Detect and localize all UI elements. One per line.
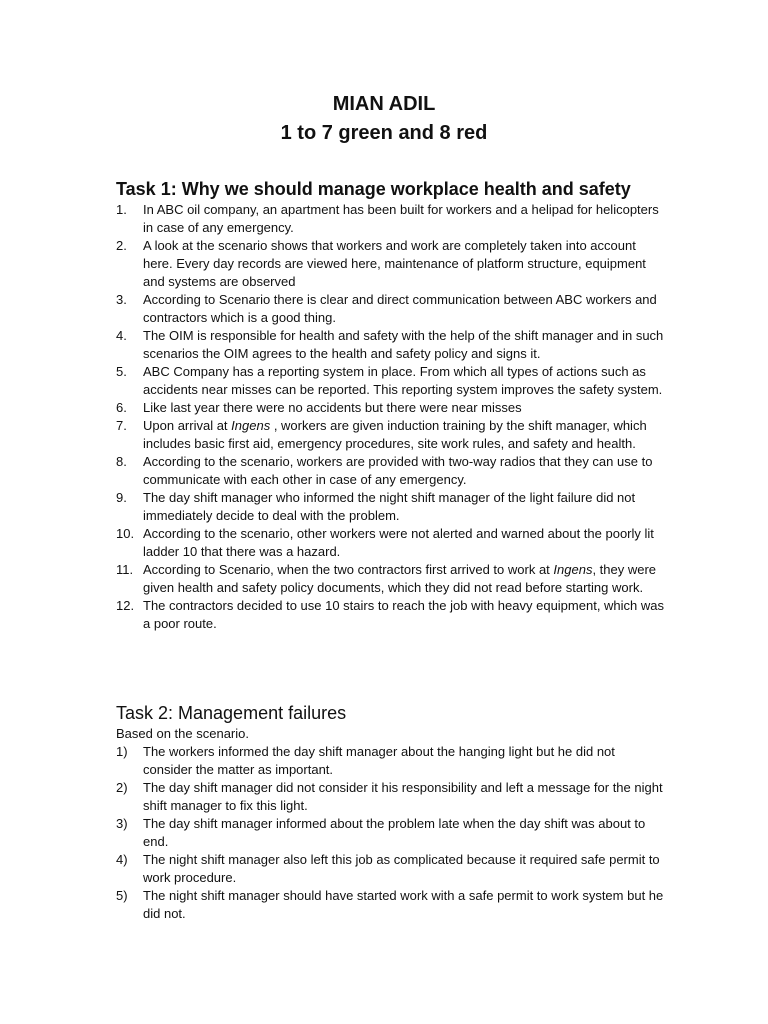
list-item-text: The day shift manager did not consider it his responsibility and left a message for the night shift manager to fix this light. bbox=[143, 780, 663, 813]
list-item-number: 5. bbox=[116, 364, 127, 379]
list-item-number: 11. bbox=[116, 562, 134, 577]
list-item-text-start: According to Scenario, when the two contractors first arrived to work at bbox=[143, 562, 554, 577]
list-item-number: 12. bbox=[116, 598, 135, 613]
task2-list bbox=[116, 743, 666, 923]
list-item bbox=[116, 399, 666, 417]
list-item bbox=[116, 237, 666, 291]
list-item bbox=[116, 815, 666, 851]
list-item bbox=[116, 453, 666, 489]
list-item-text: In ABC oil company, an apartment has been built for workers and a helipad for helicopters in case of any emergency. bbox=[143, 202, 659, 235]
list-item-number: 2) bbox=[116, 780, 128, 795]
list-item-text-end: , they were given health and safety policy documents, which they did not read before starting work. bbox=[143, 562, 657, 595]
list-item-number: 4. bbox=[116, 328, 127, 343]
list-item-text-end: , workers are given induction training by the shift manager, which includes basic first aid, emergency procedures, site work rules, and safety and health. bbox=[143, 418, 647, 451]
list-item-text: According to the scenario, workers are provided with two-way radios that they can use to communicate with each other in case of any emergency. bbox=[143, 454, 653, 487]
list-item-number: 4) bbox=[116, 852, 128, 867]
list-item bbox=[116, 327, 666, 363]
location-name: Ingens bbox=[553, 562, 593, 577]
list-item bbox=[116, 525, 666, 561]
list-item bbox=[116, 887, 666, 923]
document-subtitle: 1 to 7 green and 8 red bbox=[280, 122, 488, 144]
list-item-number: 1. bbox=[116, 202, 127, 217]
list-item bbox=[116, 851, 666, 887]
list-item bbox=[116, 291, 666, 327]
list-item-text-start: Upon arrival at bbox=[143, 418, 232, 433]
list-item-number: 2. bbox=[116, 238, 127, 253]
list-item-text: The night shift manager also left this job as complicated because it required safe permit to work procedure. bbox=[143, 852, 660, 885]
list-item-number: 3) bbox=[116, 816, 128, 831]
list-item-number: 8. bbox=[116, 454, 127, 469]
list-item bbox=[116, 201, 666, 237]
list-item-text: The day shift manager informed about the problem late when the day shift was about to end. bbox=[143, 816, 646, 849]
list-item-text: The night shift manager should have started work with a safe permit to work system but he did not. bbox=[143, 888, 664, 921]
list-item-text: The workers informed the day shift manager about the hanging light but he did not consider the matter as important. bbox=[143, 744, 615, 777]
list-item bbox=[116, 561, 666, 597]
list-item bbox=[116, 743, 666, 779]
list-item-number: 5) bbox=[116, 888, 128, 903]
list-item-number: 1) bbox=[116, 744, 128, 759]
list-item-text: The day shift manager who informed the night shift manager of the light failure did not immediately decide to deal with the problem. bbox=[143, 490, 636, 523]
location-name: Ingens bbox=[231, 418, 271, 433]
task2-intro: Based on the scenario. bbox=[116, 726, 249, 741]
list-item-number: 7. bbox=[116, 418, 127, 433]
list-item-text: Like last year there were no accidents but there were near misses bbox=[143, 400, 522, 415]
list-item bbox=[116, 489, 666, 525]
author-name: MIAN ADIL bbox=[332, 93, 436, 115]
list-item-text: The OIM is responsible for health and safety with the help of the shift manager and in such scenarios the OIM agrees to the health and safety policy and signs it. bbox=[143, 328, 664, 361]
list-item bbox=[116, 363, 666, 399]
list-item-text: According to the scenario, other workers were not alerted and warned about the poorly lit ladder 10 that there was a hazard. bbox=[143, 526, 654, 559]
list-item-number: 6. bbox=[116, 400, 127, 415]
list-item-text: A look at the scenario shows that workers and work are completely taken into account here. Every day records are viewed here, maintenance of platform structure, equipment and systems are observed bbox=[143, 238, 646, 289]
task1-heading: Task 1: Why we should manage workplace health and safety bbox=[116, 179, 631, 199]
list-item-number: 9. bbox=[116, 490, 127, 505]
list-item bbox=[116, 597, 666, 633]
list-item-text: The contractors decided to use 10 stairs to reach the job with heavy equipment, which was a poor route. bbox=[143, 598, 665, 631]
list-item bbox=[116, 779, 666, 815]
list-item-text: ABC Company has a reporting system in place. From which all types of actions such as accidents near misses can be reported. This reporting system improves the safety system. bbox=[143, 364, 663, 397]
list-item-text: According to Scenario there is clear and direct communication between ABC workers and contractors which is a good thing. bbox=[143, 292, 657, 325]
list-item-number: 3. bbox=[116, 292, 127, 307]
list-item bbox=[116, 417, 666, 453]
task1-list bbox=[116, 201, 666, 633]
list-item-number: 10. bbox=[116, 526, 135, 541]
task2-heading: Task 2: Management failures bbox=[116, 703, 347, 723]
